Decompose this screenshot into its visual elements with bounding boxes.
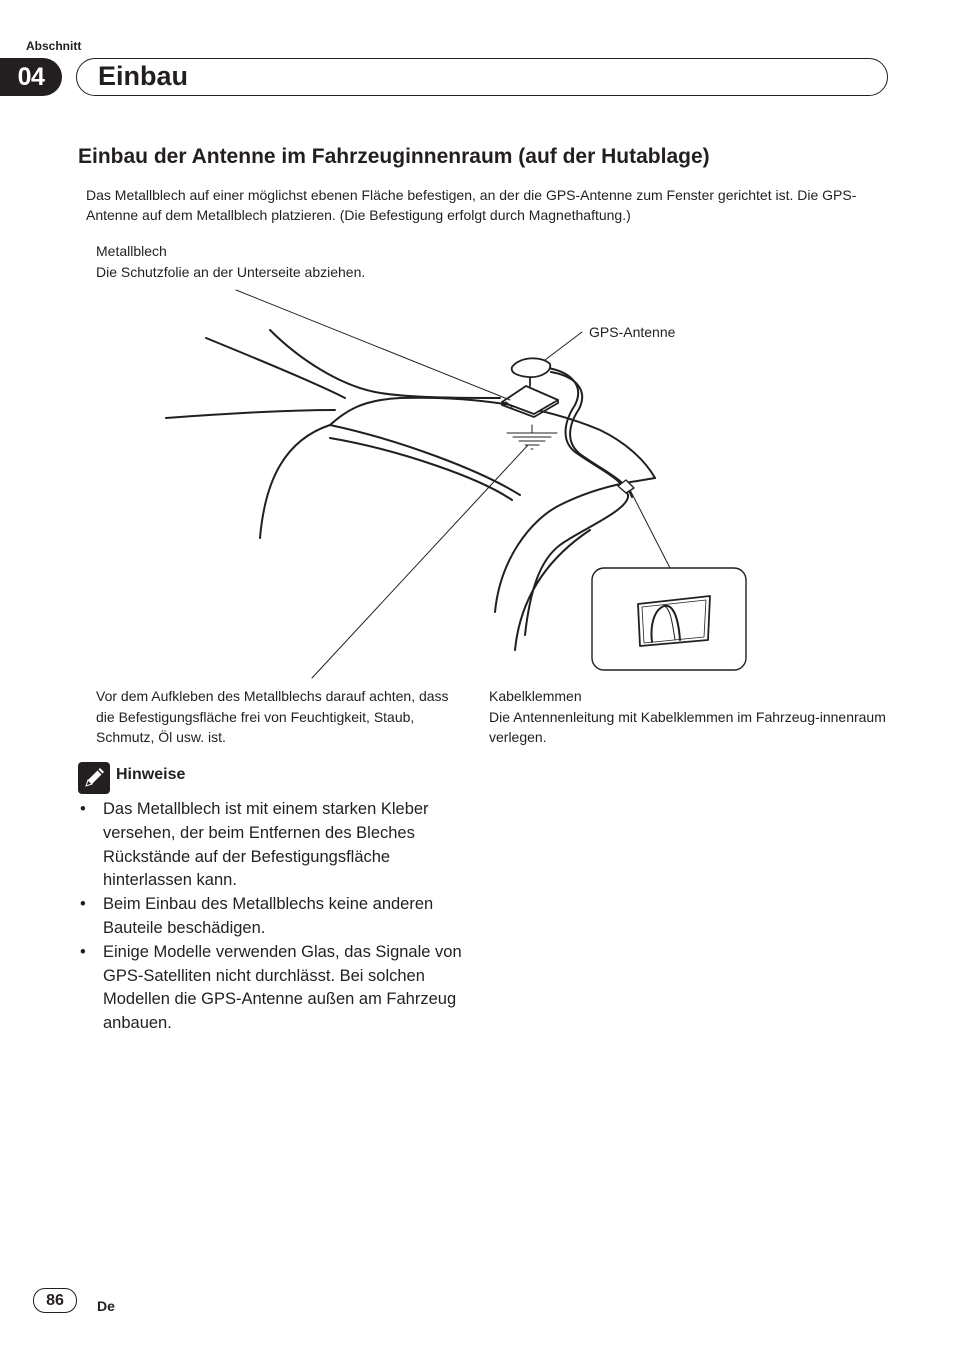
cable-clamp-detail-box	[592, 568, 746, 670]
cable-clamps-title: Kabelklemmen	[489, 688, 582, 704]
metal-plate-text: Die Schutzfolie an der Unterseite abziehen.	[96, 263, 366, 280]
language-code: De	[97, 1298, 115, 1314]
list-item: • Das Metallblech ist mit einem starken Kleber versehen, der beim Entfernen des Bleches Rückstände auf der Befestigungsfläche hinterlassen kann.	[78, 798, 463, 893]
notes-title: Hinweise	[116, 766, 186, 783]
rear-window-outline	[166, 330, 500, 418]
metal-plate-title: Metallblech	[96, 243, 167, 259]
page-number: 86	[33, 1288, 77, 1313]
cable-clamps-text: Die Antennenleitung mit Kabelklemmen im Fahrzeug-innenraum verlegen.	[489, 708, 886, 745]
installation-diagram	[0, 280, 954, 680]
pencil-note-icon	[78, 762, 110, 794]
chapter-number: 04	[0, 58, 62, 96]
chapter-title-frame	[76, 58, 888, 96]
section-label: Abschnitt	[26, 39, 82, 53]
gps-antenna-icon	[512, 358, 551, 386]
list-item: • Beim Einbau des Metallblechs keine anderen Bauteile beschädigen.	[78, 893, 463, 941]
notes-list	[78, 798, 463, 1036]
metal-plate-callout	[96, 241, 476, 282]
page-heading: Einbau der Antenne im Fahrzeuginnenraum (auf der Hutablage)	[78, 145, 710, 168]
chapter-title: Einbau	[98, 61, 189, 91]
gps-antenna-label: GPS-Antenne	[589, 324, 676, 340]
intro-paragraph: Das Metallblech auf einer möglichst ebenen Fläche befestigen, an der die GPS-Antenne zum Fenster gerichtet ist. Die GPS-Antenne auf dem Metallblech platzieren. (Die Befestigung erfolgt durch Magnethaftung.)	[86, 187, 857, 223]
cable-clamps-callout	[489, 686, 889, 748]
list-item: • Einige Modelle verwenden Glas, das Signale von GPS-Satelliten nicht durchlässt. Bei solchen Modellen die GPS-Antenne außen am Fahrzeug anbauen.	[78, 941, 463, 1036]
surface-preparation-callout: Vor dem Aufkleben des Metallblechs darauf achten, dass die Befestigungsfläche frei von Feuchtigkeit, Staub, Schmutz, Öl usw. ist.	[96, 688, 449, 745]
ground-symbol	[507, 425, 557, 449]
